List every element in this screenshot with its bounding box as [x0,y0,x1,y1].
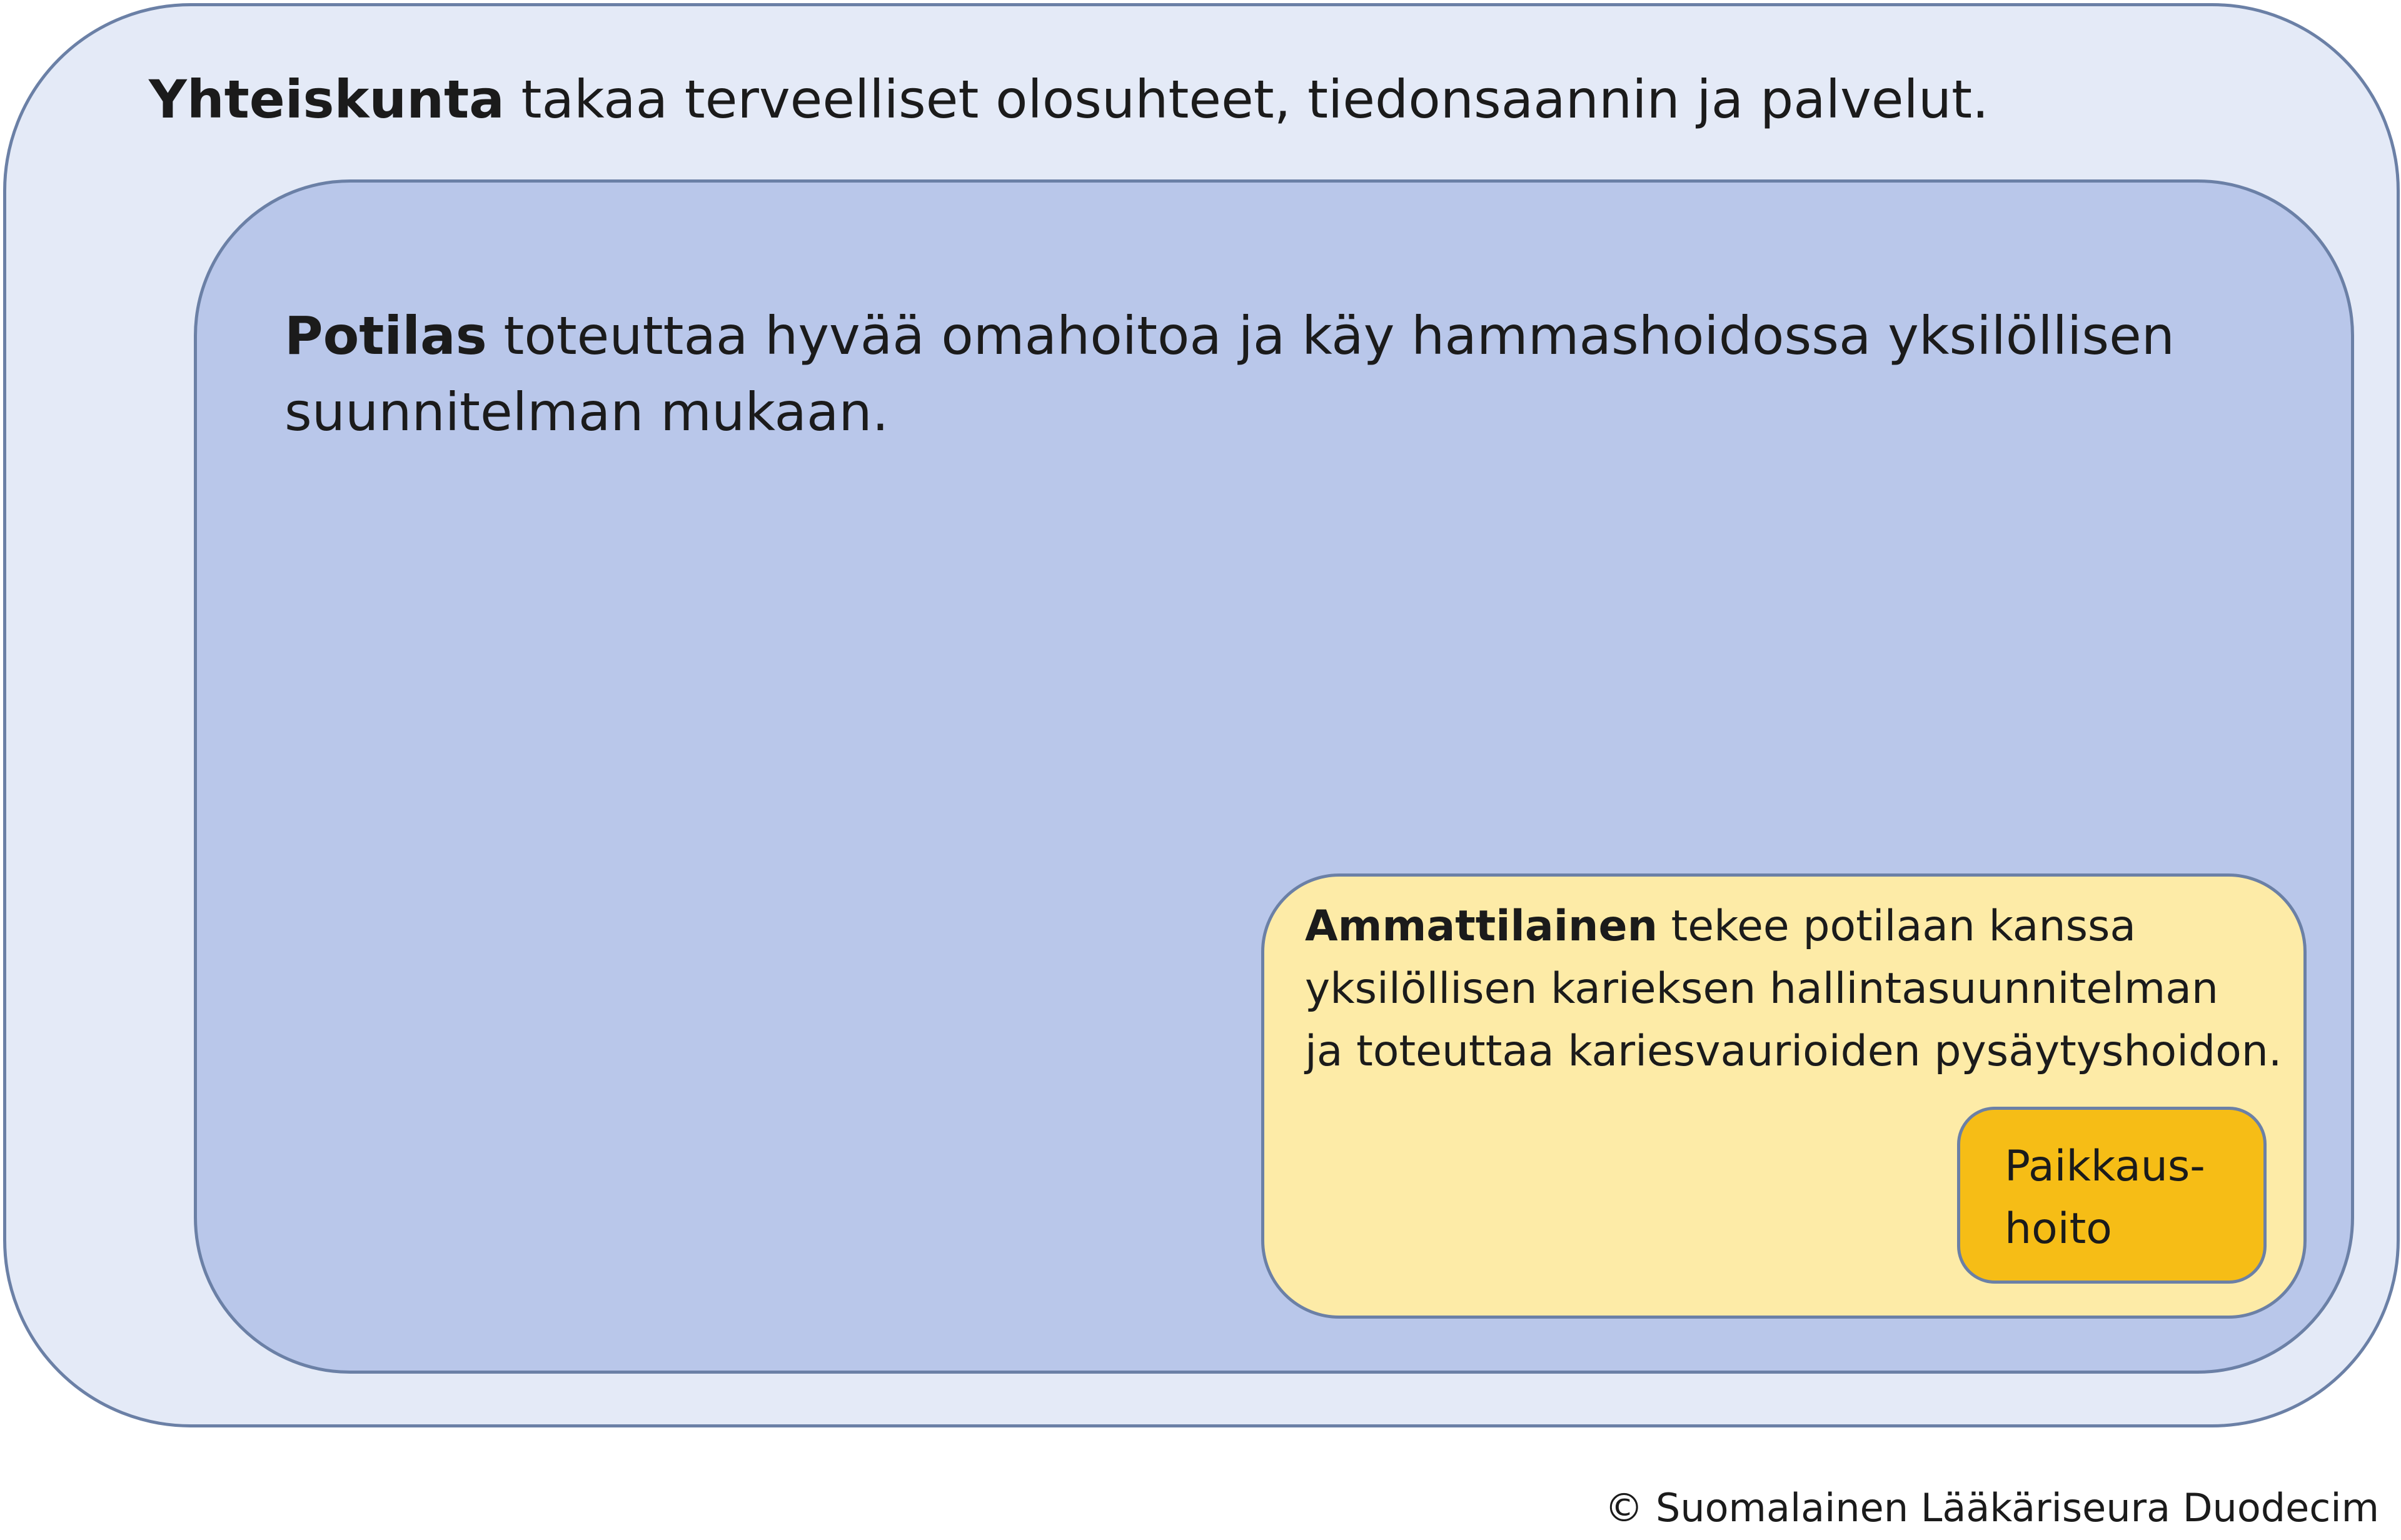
professional-description-line3: ja toteuttaa kariesvaurioiden pysäytyshoidon. [1305,1027,2282,1076]
society-bold-label: Yhteiskunta [149,69,505,130]
patient-description-line1: toteuttaa hyvää omahoitoa ja käy hammashoidossa yksilöllisen [486,305,2175,366]
professional-description-line1: tekee potilaan kanssa [1658,902,2137,951]
patient-bold-label: Potilas [284,305,487,366]
patient-description-line2: suunnitelman mukaan. [284,381,889,443]
society-text [149,61,1989,138]
professional-text [1305,895,2282,1083]
professional-bold-label: Ammattilainen [1305,902,1658,951]
filling-text [2005,1135,2205,1261]
filling-label-line1: Paikkaus- [2005,1142,2205,1191]
patient-text [284,298,2175,450]
copyright-notice: © Suomalainen Lääkäriseura Duodecim [1604,1485,2379,1531]
professional-description-line2: yksilöllisen karieksen hallintasuunnitelman [1305,964,2218,1014]
society-description: takaa terveelliset olosuhteet, tiedonsaannin ja palvelut. [504,69,1989,130]
filling-label-line2: hoito [2005,1204,2112,1254]
